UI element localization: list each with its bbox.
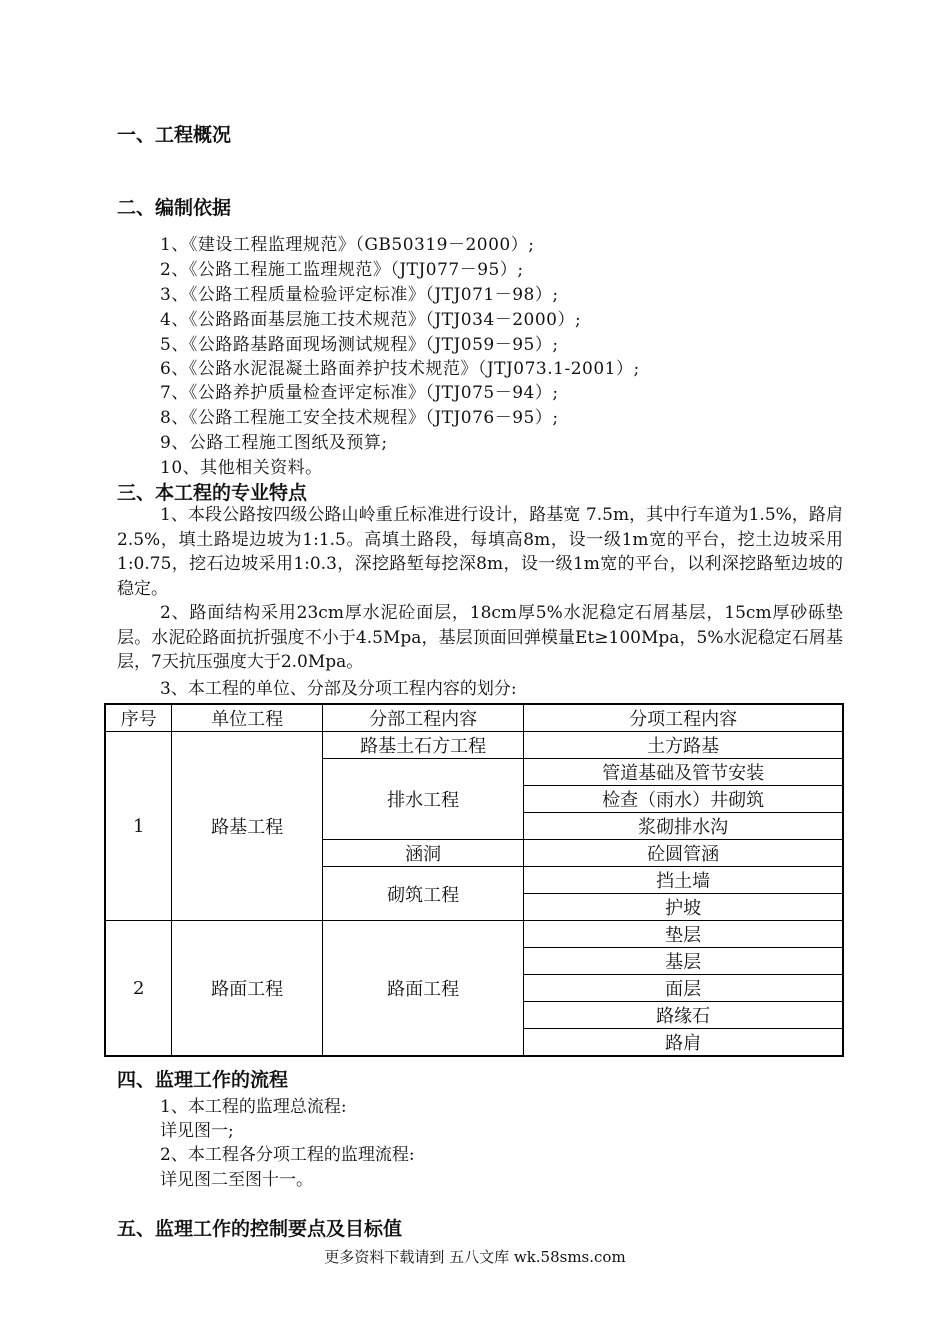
item-project: 基层 [524,948,843,975]
process-line: 详见图二至图十一。 [160,1170,313,1190]
reference-item: 1、《建设工程监理规范》（GB50319－2000）; [160,235,535,255]
feature-paragraph-roadbed: 1、本段公路按四级公路山岭重丘标准进行设计，路基宽 7.5m，其中行车道为1.5%，路肩2.5%，填土路堤边坡为1:1.5。高填土路段，每填高8m，设一级1m宽的平台，挖土边坡采用1:0.75，挖石边坡采用1:0.3，深挖路堑每挖深8m，设一级1m宽的平台，以利深挖路堑边坡的稳定。 [117,505,843,599]
reference-item: 3、《公路工程质量检验评定标准》（JTJ071－98）; [160,285,559,305]
project-division-table [104,703,844,1057]
reference-item: 9、公路工程施工图纸及预算; [160,433,388,453]
item-project: 挡土墙 [524,867,843,894]
item-project: 管道基础及管节安装 [524,759,843,786]
table-row [105,921,843,948]
item-project: 面层 [524,975,843,1002]
item-project: 土方路基 [524,732,843,759]
table-row [105,732,843,759]
section-heading-basis: 二、编制依据 [117,197,232,219]
reference-item: 5、《公路路基路面现场测试规程》（JTJ059－95）; [160,335,559,355]
header-no: 序号 [105,704,172,732]
item-project: 浆砌排水沟 [524,813,843,840]
feature-paragraph-division-intro: 3、本工程的单位、分部及分项工程内容的划分: [160,679,517,699]
header-item: 分项工程内容 [524,704,843,732]
reference-item: 4、《公路路面基层施工技术规范》（JTJ034－2000）; [160,310,582,330]
item-project: 砼圆管涵 [524,840,843,867]
process-line: 2、本工程各分项工程的监理流程: [160,1145,415,1165]
item-project: 垫层 [524,921,843,948]
unit-project: 路面工程 [172,921,323,1057]
reference-item: 7、《公路养护质量检查评定标准》（JTJ075－94）; [160,383,559,403]
reference-item: 2、《公路工程施工监理规范》（JTJ077－95）; [160,260,524,280]
part-project: 排水工程 [322,759,523,840]
item-project: 路缘石 [524,1002,843,1029]
header-unit: 单位工程 [172,704,323,732]
process-line: 详见图一; [160,1121,234,1141]
row-no: 2 [105,921,172,1057]
footer-link-text: 更多资料下载请到 五八文库 wk.58sms.com [324,1248,626,1266]
section-heading-process: 四、监理工作的流程 [117,1069,289,1091]
row-no: 1 [105,732,172,921]
section-heading-overview: 一、工程概况 [117,124,232,146]
header-part: 分部工程内容 [322,704,523,732]
part-project: 路面工程 [322,921,523,1057]
item-project: 检查（雨水）井砌筑 [524,786,843,813]
part-project: 砌筑工程 [322,867,523,921]
feature-paragraph-pavement: 2、路面结构采用23cm厚水泥砼面层，18cm厚5%水泥稳定石屑基层，15cm厚砂砾垫层。水泥砼路面抗折强度不小于4.5Mpa，基层顶面回弹模量Et≥100Mpa，5%水泥稳定石屑基层，7天抗压强度大于2.0Mpa。 [117,603,843,672]
reference-item: 8、《公路工程施工安全技术规程》（JTJ076－95）; [160,408,559,428]
part-project: 涵洞 [322,840,523,867]
reference-item: 10、其他相关资料。 [160,458,323,478]
unit-project: 路基工程 [172,732,323,921]
section-heading-features: 三、本工程的专业特点 [117,482,308,504]
part-project: 路基土石方工程 [322,732,523,759]
table-header-row [105,704,843,732]
item-project: 路肩 [524,1029,843,1057]
process-line: 1、本工程的监理总流程: [160,1097,347,1117]
section-heading-control: 五、监理工作的控制要点及目标值 [117,1218,403,1240]
reference-item: 6、《公路水泥混凝土路面养护技术规范》（JTJ073.1-2001）; [160,359,640,379]
item-project: 护坡 [524,894,843,921]
